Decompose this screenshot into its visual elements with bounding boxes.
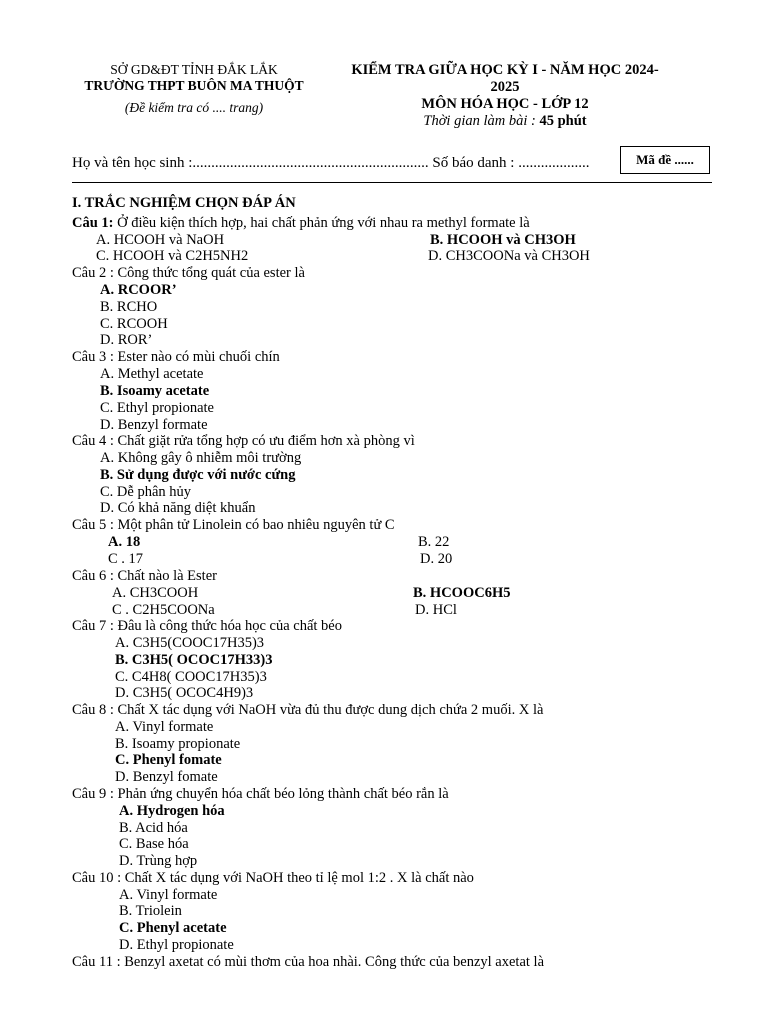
q9-option-c: C. Base hóa	[119, 836, 189, 852]
header-divider	[72, 182, 712, 183]
department-name: SỞ GD&ĐT TỈNH ĐẮK LẮK	[110, 62, 278, 77]
question-5: Câu 5 : Một phân tử Linolein có bao nhiêu nguyên tử C	[72, 517, 395, 533]
q9-option-a: A. Hydrogen hóa	[119, 803, 225, 819]
q10-option-d: D. Ethyl propionate	[119, 937, 234, 953]
q5-option-c: C . 17	[108, 551, 144, 567]
exam-duration: Thời gian làm bài : 45 phút	[423, 113, 587, 129]
q5-option-b: B. 22	[418, 534, 450, 550]
q2-option-b: B. RCHO	[100, 299, 158, 315]
q9-option-b: B. Acid hóa	[119, 820, 188, 836]
header-right	[330, 62, 680, 130]
school-name: TRƯỜNG THPT BUÔN MA THUỘT	[84, 78, 304, 93]
question-3: Câu 3 : Ester nào có mùi chuối chín	[72, 349, 280, 365]
q4-option-d: D. Có khả năng diệt khuẩn	[100, 500, 256, 516]
q7-option-a: A. C3H5(COOC17H35)3	[115, 635, 265, 651]
question-6: Câu 6 : Chất nào là Ester	[72, 568, 217, 584]
q10-option-a: A. Vinyl formate	[119, 887, 218, 903]
q6-option-c: C . C2H5COONa	[112, 602, 215, 618]
q8-option-a: A. Vinyl formate	[115, 719, 214, 735]
q2-option-c: C. RCOOH	[100, 316, 168, 332]
q1-option-b: B. HCOOH và CH3OH	[430, 232, 576, 248]
q8-option-c: C. Phenyl fomate	[115, 752, 222, 768]
q1-option-c: C. HCOOH và C2H5NH2	[96, 248, 249, 264]
exam-title-line2: 2025	[490, 79, 520, 95]
q3-option-d: D. Benzyl formate	[100, 417, 208, 433]
question-2: Câu 2 : Công thức tổng quát của ester là	[72, 265, 305, 281]
q1-option-d: D. CH3COONa và CH3OH	[428, 248, 590, 264]
q4-option-c: C. Dễ phân hủy	[100, 484, 192, 500]
q10-option-b: B. Triolein	[119, 903, 182, 919]
q10-option-c: C. Phenyl acetate	[119, 920, 227, 936]
q7-option-b: B. C3H5( OCOC17H33)3	[115, 652, 273, 668]
q5-option-a: A. 18	[108, 534, 141, 550]
student-info-line: Họ và tên học sinh :............................................................... Số báo danh : ...................	[72, 155, 590, 171]
q1-option-a: A. HCOOH và NaOH	[96, 232, 225, 248]
q5-option-d: D. 20	[420, 551, 453, 567]
q3-option-c: C. Ethyl propionate	[100, 400, 214, 416]
header-left	[60, 62, 328, 116]
pages-note: (Đề kiểm tra có .... trang)	[124, 100, 264, 115]
section-title: I. TRẮC NGHIỆM CHỌN ĐÁP ÁN	[72, 195, 296, 211]
question-4: Câu 4 : Chất giặt rửa tổng hợp có ưu điểm hơn xà phòng vì	[72, 433, 415, 449]
q4-option-b: B. Sử dụng được với nước cứng	[100, 467, 296, 483]
q2-option-d: D. ROR’	[100, 332, 153, 348]
question-1: Câu 1: Ở điều kiện thích hợp, hai chất phản ứng với nhau ra methyl formate là	[72, 215, 530, 231]
question-8: Câu 8 : Chất X tác dụng với NaOH vừa đủ thu được dung dịch chứa 2 muối. X là	[72, 702, 544, 718]
q2-option-a: A. RCOOR’	[100, 282, 177, 298]
q8-option-b: B. Isoamy propionate	[115, 736, 241, 752]
subject-title: MÔN HÓA HỌC - LỚP 12	[421, 96, 589, 112]
q8-option-d: D. Benzyl fomate	[115, 769, 218, 785]
exam-title-line1: KIỂM TRA GIỮA HỌC KỲ I - NĂM HỌC 2024-	[351, 62, 659, 78]
q6-option-b: B. HCOOC6H5	[413, 585, 511, 601]
q7-option-c: C. C4H8( COOC17H35)3	[115, 669, 267, 685]
q6-option-a: A. CH3COOH	[112, 585, 199, 601]
q7-option-d: D. C3H5( OCOC4H9)3	[115, 685, 254, 701]
question-10: Câu 10 : Chất X tác dụng với NaOH theo tỉ lệ mol 1:2 . X là chất nào	[72, 870, 474, 886]
exam-code-box: Mã đề ......	[620, 146, 710, 174]
q3-option-a: A. Methyl acetate	[100, 366, 204, 382]
q9-option-d: D. Trùng hợp	[119, 853, 198, 869]
question-11: Câu 11 : Benzyl axetat có mùi thơm của hoa nhài. Công thức của benzyl axetat là	[72, 954, 545, 970]
question-9: Câu 9 : Phản ứng chuyển hóa chất béo lỏng thành chất béo rắn là	[72, 786, 449, 802]
q6-option-d: D. HCl	[415, 602, 457, 618]
question-7: Câu 7 : Đâu là công thức hóa học của chất béo	[72, 618, 342, 634]
q4-option-a: A. Không gây ô nhiễm môi trường	[100, 450, 302, 466]
q3-option-b: B. Isoamy acetate	[100, 383, 210, 399]
